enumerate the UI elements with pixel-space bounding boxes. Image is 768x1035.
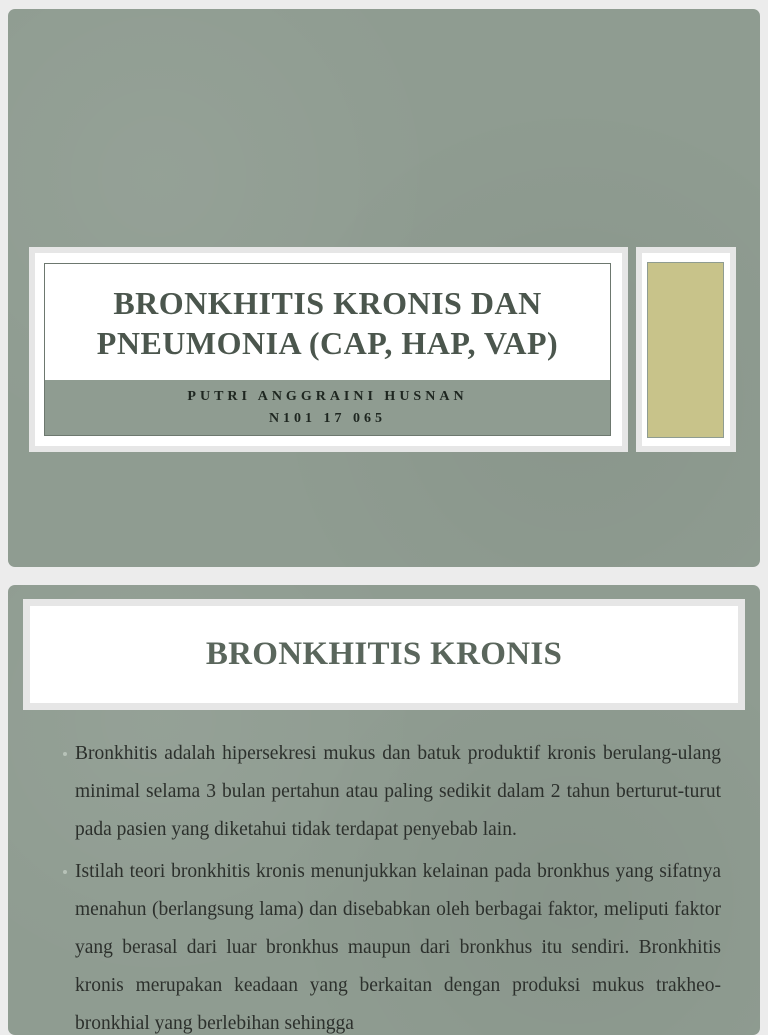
slide-heading: BRONKHITIS KRONIS [205,636,563,672]
bullet-text: Istilah teori bronkhitis kronis menunjukkan kelainan pada bronkhus yang sifatnya menahun (berlangsung lama) dan disebabkan oleh berbagai faktor, meliputi faktor yang berasal dari luar bronkhus maupun dari bronkhus itu sendiri. Bronkhitis kronis merupakan keadaan yang berkaitan dengan produksi mukus trakheo-bronkhial yang berlebihan sehingga [75,861,721,1034]
subtitle-band [45,380,610,435]
bullet-dot-icon [63,870,67,874]
title-slide [8,9,760,567]
bullet-list [63,735,721,1035]
title-inner-box [44,263,611,436]
bullet-item [63,853,721,1035]
heading-frame [23,599,745,710]
title-frame [29,247,628,452]
content-slide [8,585,760,1035]
accent-frame [636,247,736,452]
accent-block [647,262,724,438]
author-name: PUTRI ANGGRAINI HUSNAN [187,388,468,404]
student-id: N101 17 065 [268,410,387,426]
presentation-title [45,264,610,382]
bullet-item [63,735,721,849]
title-line-1: BRONKHITIS KRONIS DAN [113,285,542,321]
bullet-text: Bronkhitis adalah hipersekresi mukus dan batuk produktif kronis berulang-ulang minimal selama 3 bulan pertahun atau paling sedikit dalam 2 tahun berturut-turut pada pasien yang diketahui tidak terdapat penyebab lain. [75,743,721,840]
title-line-2: PNEUMONIA (CAP, HAP, VAP) [96,325,559,361]
bullet-dot-icon [63,752,67,756]
